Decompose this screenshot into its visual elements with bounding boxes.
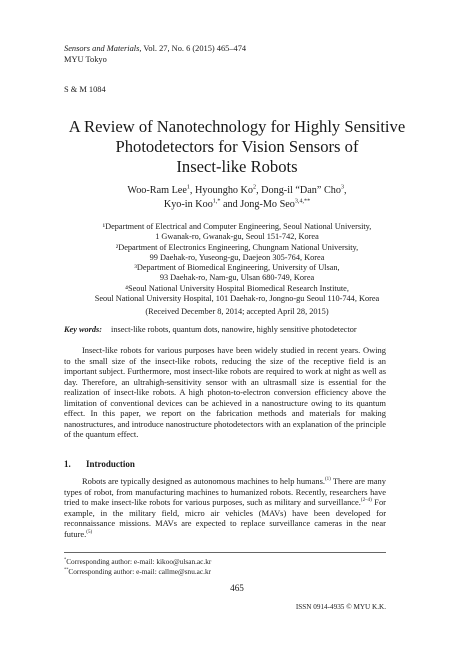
title-line-3: Insect-like Robots: [176, 157, 298, 176]
page-number: 465: [230, 583, 244, 593]
footnote-mark: *: [64, 556, 67, 562]
author-name: Kyo-in Koo: [163, 198, 213, 210]
section-heading: [64, 459, 135, 469]
keywords-text: insect-like robots, quantum dots, nanowire, highly sensitive photodetector: [111, 325, 357, 334]
affiliations: [40, 222, 434, 304]
section-title: Introduction: [86, 459, 135, 469]
issn-copyright: ISSN 0914-4935 © MYU K.K.: [295, 603, 386, 611]
citation-ref: (5): [86, 528, 93, 535]
author-name: Woo-Ram Lee: [127, 185, 187, 196]
author-name: and Jong-Mo Seo: [220, 198, 295, 210]
title-line-1: A Review of Nanotechnology for Highly Sensitive: [68, 117, 406, 136]
affiliation-line: ²Department of Electronics Engineering, Chungnam National University,: [115, 242, 359, 252]
journal-header: [64, 43, 246, 65]
keywords: [64, 325, 357, 334]
publisher: MYU Tokyo: [64, 55, 107, 64]
author-affil-mark: 2: [253, 184, 257, 191]
author-affil-mark: 1,*: [212, 198, 221, 205]
footnote-text: Corresponding author: e-mail: kikoo@ulsan.ac.kr: [66, 557, 212, 566]
paper-title: [40, 117, 434, 177]
affiliation-line: 93 Daehak-ro, Nam-gu, Ulsan 680-749, Korea: [159, 273, 315, 283]
author-separator: ,: [344, 185, 347, 196]
keywords-label: Key words:: [64, 325, 103, 334]
citation-ref: (1): [324, 476, 331, 483]
footnote-corresponding-2: [64, 567, 211, 576]
author-line-1: [40, 184, 434, 198]
footnote-mark: **: [64, 566, 69, 572]
abstract: Insect-like robots for various purposes have been widely studied in recent years. Owing to the small size of the insect-like robots, reducing the size of the receptive field is an important subject. Furthermore, most insect-like robots are required to work at night as well as day. Therefore, an ultrahigh-sensitivity sensor with an ultrasmall size is essential for the realization of insect-like robots. A high photon-to-electron conversion efficiency above the limitation of conventional devices can be achieved in a nanostructure owing to its quantum effect. In this paper, we report on the fabrication methods and materials for making nanostructures, and introduce nanostructure photodetectors with an explanation of the principle of the quantum effect.: [64, 345, 386, 439]
journal-name: Sensors and Materials: [64, 44, 140, 53]
affiliation-line: Seoul National University Hospital, 101 Daehak-ro, Jongno-gu Seoul 110-744, Korea: [94, 294, 380, 304]
affiliation-line: ³Department of Biomedical Engineering, University of Ulsan,: [134, 263, 340, 273]
citation-ref: (2–4): [360, 497, 372, 504]
footnote-text: Corresponding author: e-mail: callme@snu.ac.kr: [68, 567, 212, 576]
author-name: , Dong-il “Dan” Cho: [256, 185, 341, 196]
author-line-2: [40, 198, 434, 212]
author-affil-mark: 1: [186, 184, 190, 191]
affiliation-line: 99 Daehak-ro, Yuseong-gu, Daejeon 305-764, Korea: [149, 252, 325, 262]
author-affil-mark: 3,4,**: [294, 198, 311, 205]
author-name: , Hyoungho Ko: [189, 185, 254, 196]
body-text: For example, in the military field, micro air vehicles (MAVs) have been developed for reconnaissance missions. MAVs are expected to replace surveillance cameras in the near future.: [64, 497, 386, 539]
body-text: There are many types of robot, from manufacturing machines to humanized robots. Recently, researchers have tried to make insect-like robots for various purposes, such as military and surveillance.: [64, 476, 386, 507]
author-list: [40, 184, 434, 211]
affiliation-line: 1 Gwanak-ro, Gwanak-gu, Seoul 151-742, Korea: [155, 232, 319, 242]
footnote-corresponding-1: [64, 557, 211, 566]
journal-citation: , Vol. 27, No. 6 (2015) 465–474: [139, 44, 247, 53]
section-number: 1.: [64, 459, 71, 469]
manuscript-id: S & M 1084: [64, 85, 106, 94]
author-affil-mark: 3: [340, 184, 345, 191]
body-text: Robots are typically designed as autonomous machines to help humans.: [82, 476, 325, 486]
affiliation-line: ⁴Seoul National University Hospital Biomedical Research Institute,: [125, 283, 349, 293]
introduction-paragraph: [64, 476, 386, 539]
received-dates: (Received December 8, 2014; accepted April 28, 2015): [145, 307, 329, 316]
title-line-2: Photodetectors for Vision Sensors of: [115, 137, 359, 156]
footnote-divider: [64, 552, 386, 553]
affiliation-line: ¹Department of Electrical and Computer Engineering, Seoul National University,: [102, 222, 372, 231]
